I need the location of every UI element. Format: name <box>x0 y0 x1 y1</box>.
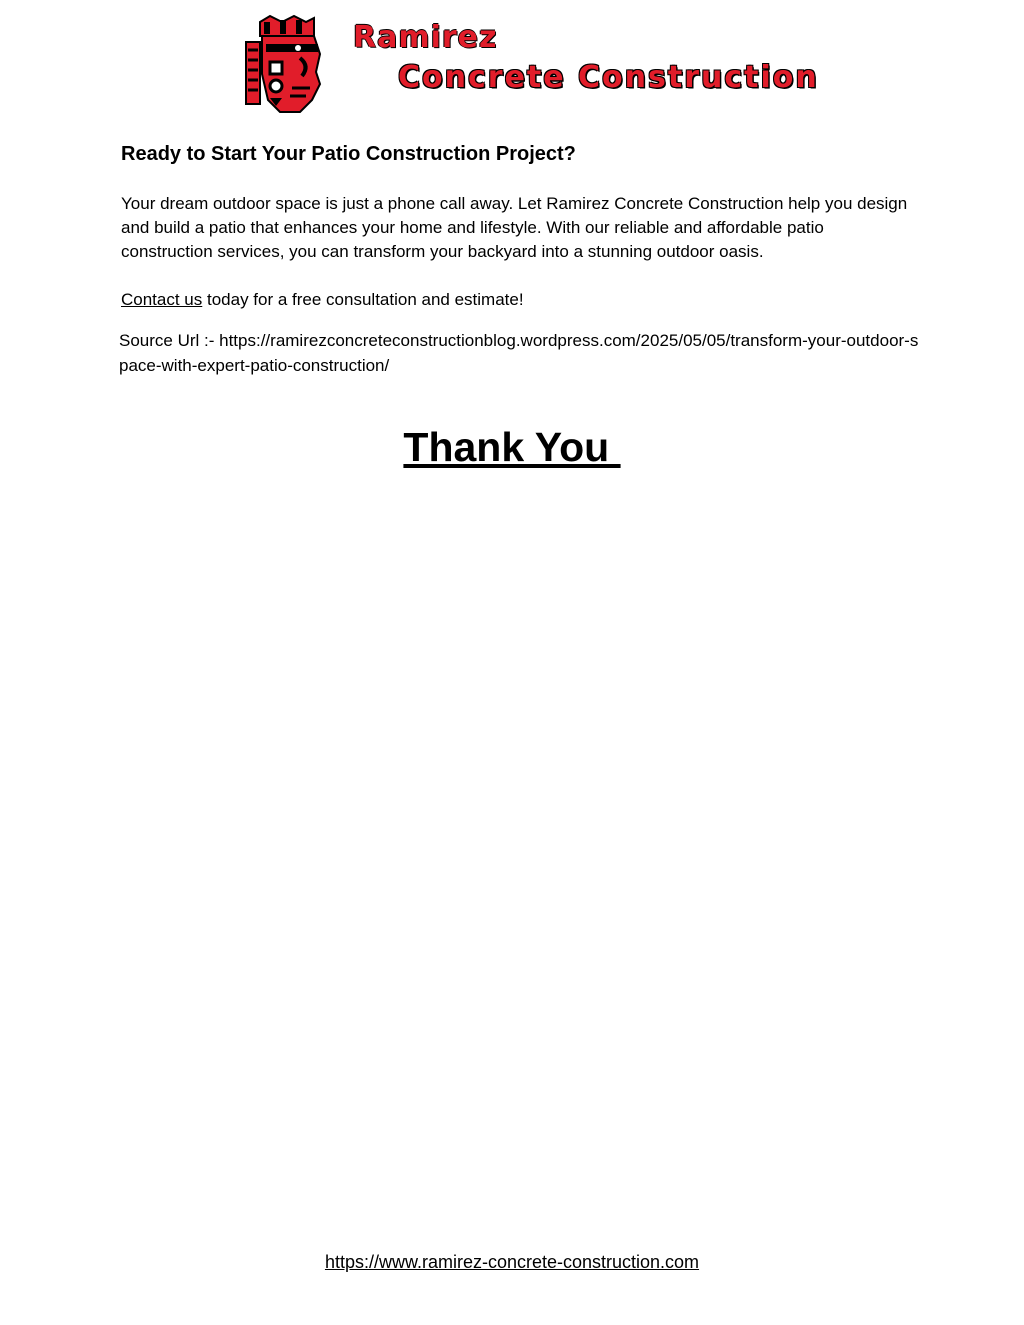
contact-us-link[interactable]: Contact us <box>121 290 203 309</box>
cta-text: today for a free consultation and estimate! <box>202 290 524 309</box>
footer <box>0 1252 1024 1273</box>
thank-you-heading <box>0 424 1024 471</box>
aztec-head-icon <box>240 14 330 116</box>
section-heading: Ready to Start Your Patio Construction Project? <box>121 143 576 165</box>
call-to-action <box>121 288 524 312</box>
body-paragraph: Your dream outdoor space is just a phone call away. Let Ramirez Concrete Construction help you design and build a patio that enhances your home and lifestyle. With our reliable and affordable patio construction services, you can transform your backyard into a stunning outdoor oasis. <box>121 194 908 261</box>
thank-you-text: Thank You <box>403 424 621 470</box>
source-url: Source Url :- https://ramirezconcreteconstructionblog.wordpress.com/2025/05/05/transform-your-outdoor-space-with-expert-patio-construction/ <box>119 331 919 375</box>
footer-website-link[interactable]: https://www.ramirez-concrete-construction.com <box>324 1252 700 1272</box>
company-logo <box>240 14 819 118</box>
logo-wordmark-ramirez: Ramirez <box>353 20 498 55</box>
logo-wordmark-concrete-construction: Concrete Construction <box>398 60 819 95</box>
